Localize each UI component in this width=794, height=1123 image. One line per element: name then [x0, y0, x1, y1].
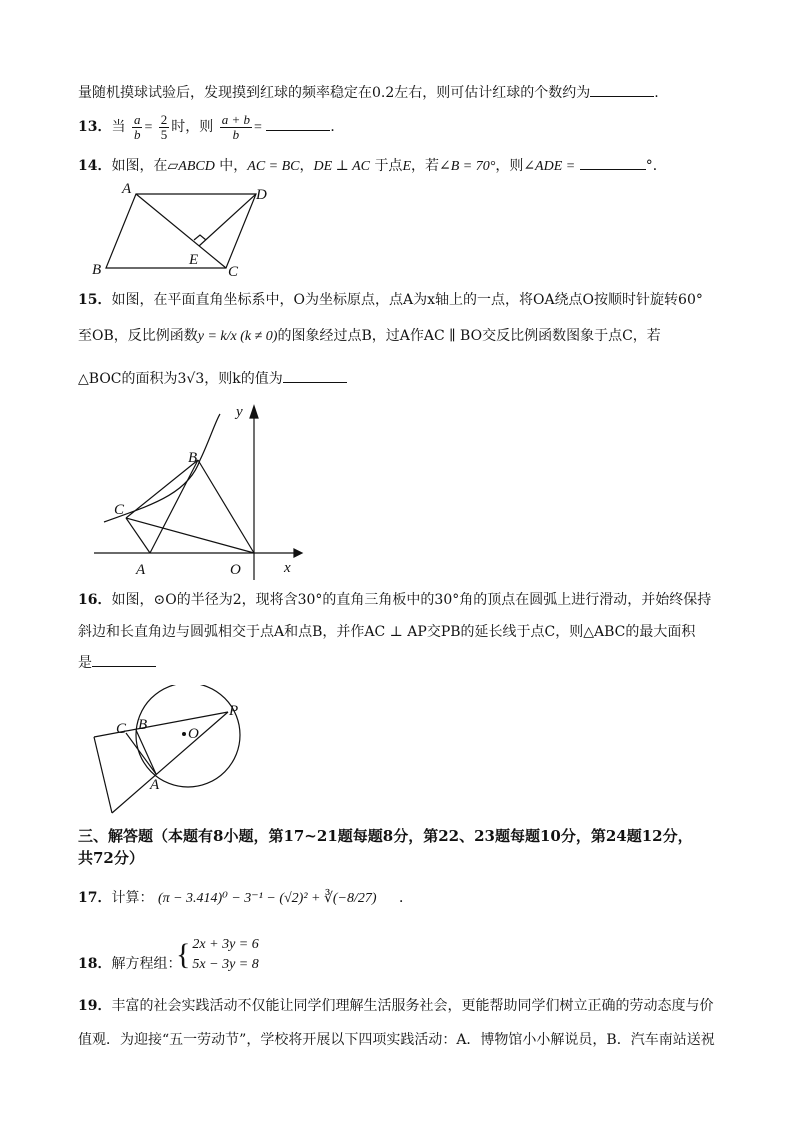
- q15-function: y = k/x (k ≠ 0): [197, 329, 278, 344]
- section-3-title-1: 三、解答题（本题有8小题，第17~21题每题8分，第22、23题每题10分，第24题12分，: [78, 827, 693, 845]
- q14-text-c: ，: [299, 158, 314, 174]
- question-14: [78, 155, 667, 177]
- section-3-heading-line-1: [78, 826, 693, 846]
- fig16-label-a: A: [150, 777, 160, 793]
- q14-abcd: ABCD: [178, 159, 215, 174]
- q13-eq2: =: [254, 120, 262, 135]
- q19-number: 19．: [78, 998, 112, 1014]
- q12-answer-blank: [590, 82, 654, 97]
- figure-16-circle: [88, 685, 248, 820]
- q13-eq: =: [144, 120, 153, 135]
- q13-frac-2-5: [159, 113, 170, 142]
- fig16-label-c: C: [116, 721, 127, 737]
- q14-angle: ∠B = 70°: [439, 159, 496, 174]
- q13-mid: 时，则: [171, 119, 214, 135]
- q14-text-e: ，若: [411, 158, 439, 174]
- question-19-line-1: [78, 996, 713, 1016]
- q17-expression: (π − 3.414)⁰ − 3⁻¹ − (√2)² + ∛(−8/27): [157, 891, 377, 906]
- circle-center-dot: [182, 732, 186, 736]
- fig15-label-y: y: [236, 404, 243, 420]
- fig14-label-c: C: [228, 264, 239, 280]
- q16-answer-blank: [92, 652, 156, 667]
- q12-tail: 量随机摸球试验后，发现摸到红球的频率稳定在0.2左右，则可估计红球的个数约为 .: [78, 82, 659, 103]
- q14-number: 14．: [78, 158, 112, 174]
- fig16-label-o: O: [188, 726, 199, 742]
- q14-cond2: DE ⊥ AC: [313, 159, 370, 174]
- question-18: [78, 946, 181, 982]
- q14-e: E: [402, 159, 411, 174]
- q15-line-2a: 至OB，反比例函数: [78, 328, 198, 344]
- q16-line-1: 如图，⊙O的半径为2，现将含30°的直角三角板中的30°角的顶点在圆弧上进行滑动，并始终保持: [111, 592, 712, 608]
- q13-frac-a-b: [132, 113, 143, 142]
- q15-answer-blank: [283, 368, 347, 383]
- question-16-line-1: [78, 590, 711, 610]
- q18-equation-2: 5x − 3y = 8: [192, 957, 259, 972]
- q16-line-2: 斜边和长直角边与圆弧相交于点A和点B，并作AC ⊥ AP交PB的延长线于点C，则△ABC的最大面积: [78, 624, 696, 640]
- q14-deg: °．: [645, 158, 667, 174]
- q16-line-3: 是: [78, 655, 92, 671]
- q19-line-2: 值观．为迎接“五一劳动节”，学校将开展以下四项实践活动：A．博物馆小小解说员，B．汽车南站送祝: [78, 1032, 715, 1048]
- fig16-label-p: P: [229, 703, 239, 719]
- fig15-label-c: C: [114, 502, 125, 518]
- fig14-label-d: D: [256, 187, 267, 203]
- q17-number: 17．: [78, 890, 112, 906]
- q16-number: 16．: [78, 592, 112, 608]
- question-15-line-1: [78, 290, 703, 310]
- fig14-label-e: E: [189, 252, 199, 268]
- q18-equation-1: 2x + 3y = 6: [192, 937, 259, 952]
- question-15-line-2: [78, 326, 661, 347]
- fig14-label-b: B: [92, 262, 102, 278]
- question-16-line-3: [78, 652, 156, 673]
- q13-f2-den: 5: [160, 126, 168, 142]
- q13-answer-blank: [266, 116, 330, 131]
- q18-system: [176, 935, 259, 975]
- q13-frac-sum: [220, 113, 252, 142]
- q13-number: 13．: [78, 119, 112, 135]
- fig16-label-b: B: [138, 717, 148, 733]
- q15-line-1: 如图，在平面直角坐标系中，O为坐标原点，点A为x轴上的一点，将OA绕点O按顺时针旋转60°: [111, 292, 703, 308]
- q13-f1-den: b: [133, 126, 141, 142]
- q17-end: ．: [399, 890, 414, 906]
- q14-ask: ∠ADE =: [523, 159, 576, 174]
- fig15-label-x: x: [284, 560, 291, 576]
- section-3-title-2: 共72分）: [78, 849, 144, 867]
- question-16-line-2: [78, 622, 695, 642]
- q15-number: 15．: [78, 292, 112, 308]
- fig15-label-a: A: [136, 562, 146, 578]
- q14-text-b: 中，: [219, 158, 248, 174]
- q19-line-1: 丰富的社会实践活动不仅能让同学们理解生活服务社会，更能帮助同学们树立正确的劳动态度与价: [111, 998, 714, 1014]
- section-3-heading-line-2: [78, 848, 144, 868]
- question-15-line-3: [78, 368, 347, 389]
- figure-15-coordinate: [88, 400, 308, 585]
- q18-number: 18．: [78, 956, 112, 972]
- q13-f2-num: 2: [160, 111, 168, 127]
- q13-pre: 当: [111, 119, 126, 135]
- q17-label: 计算：: [111, 890, 154, 906]
- fig14-label-a: A: [122, 181, 132, 197]
- q14-cond1: AC = BC: [247, 159, 300, 174]
- q18-brace: {: [176, 938, 191, 971]
- q13-f1-num: a: [133, 111, 141, 127]
- q13-f3-num: a + b: [221, 111, 251, 127]
- q13-f3-den: b: [232, 126, 240, 142]
- q14-text-f: ，则: [495, 158, 524, 174]
- q14-answer-blank: [580, 155, 646, 170]
- fig15-label-o: O: [230, 562, 241, 578]
- q15-line-3: △BOC的面积为3√3，则k的值为: [78, 371, 283, 387]
- q18-label: 解方程组：: [111, 956, 182, 972]
- q12-text: 量随机摸球试验后，发现摸到红球的频率稳定在0.2左右，则可估计红球的个数约为: [78, 85, 591, 101]
- figure-14-parallelogram: [88, 180, 278, 280]
- q14-text-d: 于点: [374, 158, 403, 174]
- parallelogram-symbol: ▱: [167, 158, 179, 174]
- q13-end: ．: [330, 119, 345, 135]
- q15-line-2b: 的图象经过点B，过A作AC ∥ BO交反比例函数图象于点C，若: [277, 328, 661, 344]
- question-19-line-2: [78, 1030, 715, 1050]
- q14-text-a: 如图，在: [111, 158, 168, 174]
- question-13: [78, 112, 344, 143]
- question-17: [78, 888, 413, 909]
- fig15-label-b: B: [188, 450, 198, 466]
